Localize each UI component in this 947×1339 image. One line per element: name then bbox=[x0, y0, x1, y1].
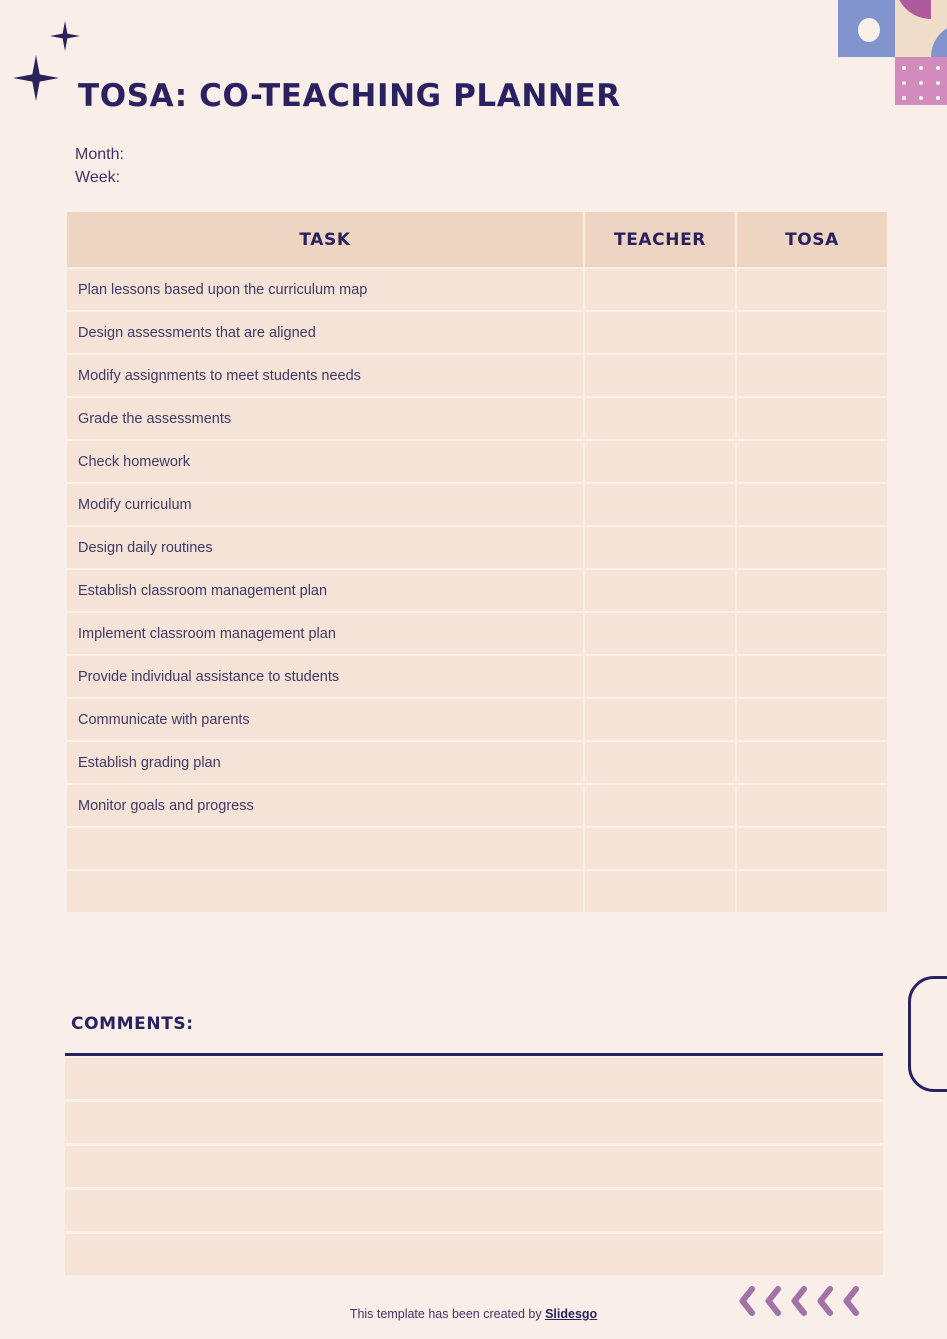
tosa-check-cell[interactable] bbox=[737, 699, 887, 740]
table-header-row bbox=[67, 212, 887, 267]
chevron-decoration-group bbox=[738, 1286, 859, 1316]
comments-lines bbox=[65, 1058, 883, 1278]
teacher-check-cell[interactable] bbox=[585, 355, 735, 396]
teacher-check-cell[interactable] bbox=[585, 441, 735, 482]
decoration-dot bbox=[902, 66, 906, 70]
tosa-check-cell[interactable] bbox=[737, 398, 887, 439]
task-cell: Plan lessons based upon the curriculum map bbox=[67, 269, 583, 310]
tosa-check-cell[interactable] bbox=[737, 312, 887, 353]
tosa-check-cell[interactable] bbox=[737, 656, 887, 697]
chevron-left-icon bbox=[738, 1286, 755, 1316]
task-cell: Modify curriculum bbox=[67, 484, 583, 525]
decoration-dot bbox=[902, 96, 906, 100]
decoration-dot bbox=[936, 66, 940, 70]
comment-line[interactable] bbox=[65, 1058, 883, 1099]
chevron-left-icon bbox=[790, 1286, 807, 1316]
table-row bbox=[67, 355, 887, 396]
star-icon-large bbox=[13, 55, 59, 101]
tosa-check-cell[interactable] bbox=[737, 269, 887, 310]
comment-line[interactable] bbox=[65, 1102, 883, 1143]
teacher-check-cell[interactable] bbox=[585, 871, 735, 912]
comment-line[interactable] bbox=[65, 1234, 883, 1275]
column-header-tosa: TOSA bbox=[737, 212, 887, 267]
meta-fields bbox=[75, 143, 124, 189]
table-row bbox=[67, 570, 887, 611]
teacher-check-cell[interactable] bbox=[585, 312, 735, 353]
teacher-check-cell[interactable] bbox=[585, 527, 735, 568]
table-row bbox=[67, 312, 887, 353]
tosa-check-cell[interactable] bbox=[737, 742, 887, 783]
decoration-dot bbox=[919, 66, 923, 70]
chevron-left-icon bbox=[842, 1286, 859, 1316]
table-row bbox=[67, 269, 887, 310]
chevron-left-icon bbox=[816, 1286, 833, 1316]
decoration-dot bbox=[919, 81, 923, 85]
teacher-check-cell[interactable] bbox=[585, 785, 735, 826]
month-label: Month: bbox=[75, 146, 124, 163]
tosa-check-cell[interactable] bbox=[737, 613, 887, 654]
tosa-check-cell[interactable] bbox=[737, 355, 887, 396]
task-cell: Check homework bbox=[67, 441, 583, 482]
task-cell: Grade the assessments bbox=[67, 398, 583, 439]
table-row bbox=[67, 785, 887, 826]
tosa-check-cell[interactable] bbox=[737, 527, 887, 568]
corner-decoration bbox=[838, 0, 947, 105]
white-circle-shape bbox=[858, 18, 880, 42]
rounded-rectangle-outline-shape bbox=[908, 976, 947, 1092]
table-row bbox=[67, 699, 887, 740]
teacher-check-cell[interactable] bbox=[585, 613, 735, 654]
table-row bbox=[67, 828, 887, 869]
teacher-check-cell[interactable] bbox=[585, 742, 735, 783]
table-row bbox=[67, 656, 887, 697]
task-cell: Provide individual assistance to students bbox=[67, 656, 583, 697]
star-icon-small bbox=[50, 21, 80, 51]
teacher-check-cell[interactable] bbox=[585, 828, 735, 869]
comment-line[interactable] bbox=[65, 1146, 883, 1187]
teacher-check-cell[interactable] bbox=[585, 269, 735, 310]
tosa-check-cell[interactable] bbox=[737, 441, 887, 482]
decoration-dot bbox=[936, 81, 940, 85]
comment-line[interactable] bbox=[65, 1190, 883, 1231]
column-header-teacher: TEACHER bbox=[585, 212, 735, 267]
task-table bbox=[65, 210, 889, 914]
teacher-check-cell[interactable] bbox=[585, 570, 735, 611]
column-header-task: TASK bbox=[67, 212, 583, 267]
table-row bbox=[67, 871, 887, 912]
tosa-check-cell[interactable] bbox=[737, 484, 887, 525]
table-row bbox=[67, 613, 887, 654]
week-label: Week: bbox=[75, 169, 121, 186]
tosa-check-cell[interactable] bbox=[737, 785, 887, 826]
tosa-check-cell[interactable] bbox=[737, 570, 887, 611]
blue-square-shape bbox=[838, 0, 895, 57]
decoration-dot bbox=[936, 96, 940, 100]
footer-credit-text: This template has been created by bbox=[349, 1307, 546, 1321]
task-cell: Establish classroom management plan bbox=[67, 570, 583, 611]
tosa-check-cell[interactable] bbox=[737, 828, 887, 869]
page-title: TOSA: CO-TEACHING PLANNER bbox=[78, 78, 621, 114]
pink-dotted-square-shape bbox=[895, 57, 947, 105]
decoration-dot bbox=[902, 81, 906, 85]
tosa-check-cell[interactable] bbox=[737, 871, 887, 912]
task-cell: Establish grading plan bbox=[67, 742, 583, 783]
task-cell: Modify assignments to meet students needs bbox=[67, 355, 583, 396]
slidesgo-link[interactable]: Slidesgo bbox=[545, 1307, 598, 1321]
teacher-check-cell[interactable] bbox=[585, 484, 735, 525]
chevron-left-icon bbox=[764, 1286, 781, 1316]
comments-divider bbox=[65, 1053, 883, 1056]
teacher-check-cell[interactable] bbox=[585, 398, 735, 439]
decoration-dot bbox=[919, 96, 923, 100]
task-cell: Design assessments that are aligned bbox=[67, 312, 583, 353]
table-row bbox=[67, 742, 887, 783]
task-cell bbox=[67, 871, 583, 912]
teacher-check-cell[interactable] bbox=[585, 699, 735, 740]
table-row bbox=[67, 441, 887, 482]
table-row bbox=[67, 527, 887, 568]
task-cell: Communicate with parents bbox=[67, 699, 583, 740]
teacher-check-cell[interactable] bbox=[585, 656, 735, 697]
comments-heading: COMMENTS: bbox=[71, 1014, 194, 1034]
task-cell bbox=[67, 828, 583, 869]
table-row bbox=[67, 484, 887, 525]
task-cell: Monitor goals and progress bbox=[67, 785, 583, 826]
task-cell: Design daily routines bbox=[67, 527, 583, 568]
task-cell: Implement classroom management plan bbox=[67, 613, 583, 654]
table-row bbox=[67, 398, 887, 439]
